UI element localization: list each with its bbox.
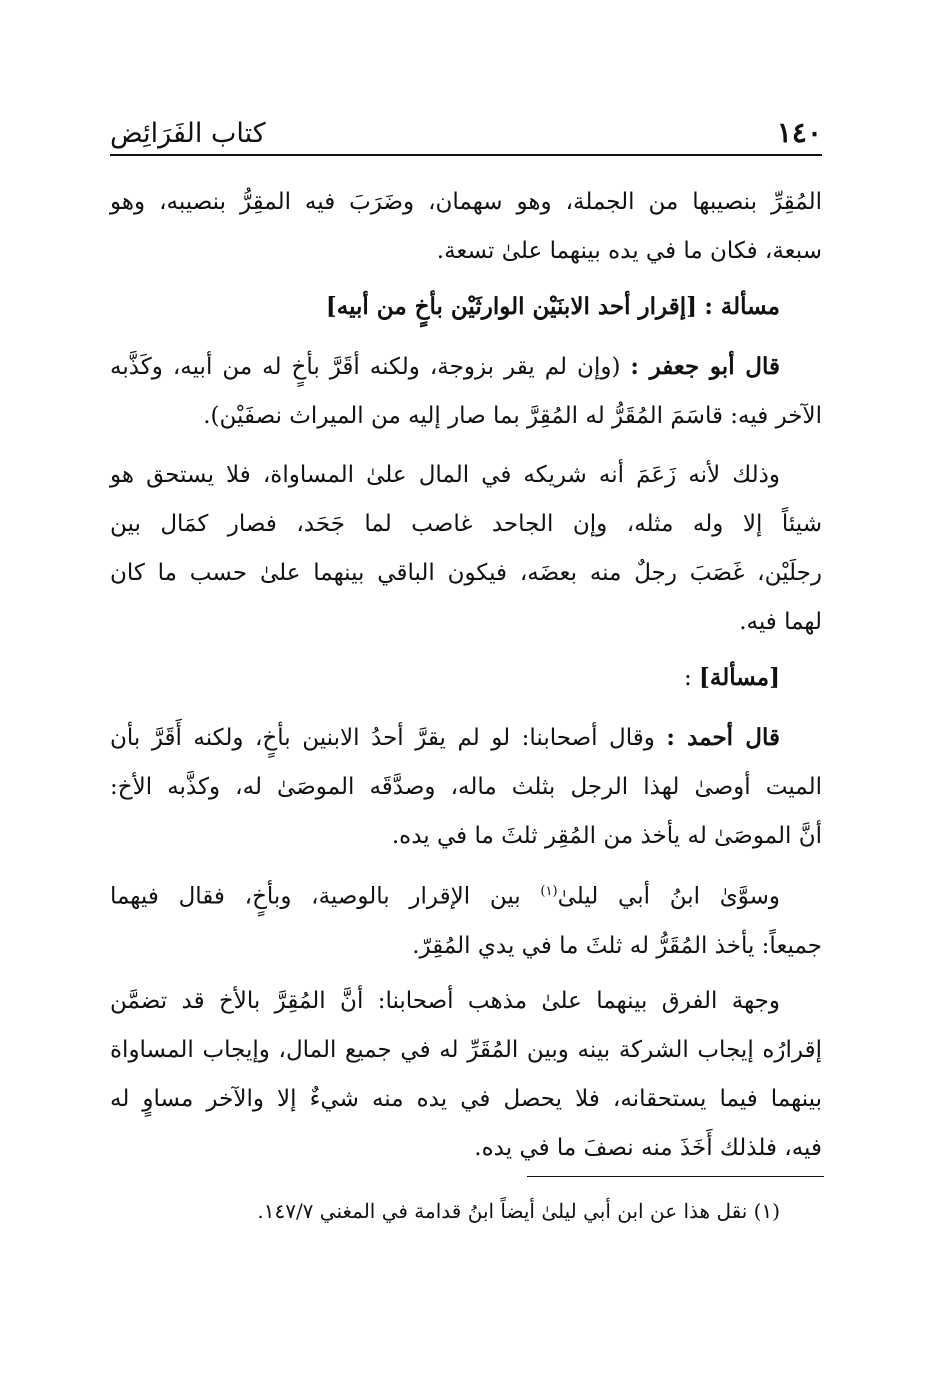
paragraph-2-line-2: الآخر فيه: قاسَمَ المُقَرُّ له المُقِرَّ بما صار إليه من الميراث نصفَيْن). bbox=[203, 403, 822, 429]
paragraph-6-line-4: فيه، فلذلك أَخَذَ منه نصفَ ما في يده. bbox=[474, 1134, 822, 1161]
speaker-ahmad: قال أحمد : bbox=[666, 724, 780, 751]
paragraph-2-line-1: قال أبو جعفر : (وإن لم يقر بزوجة، ولكنه أقَرَّ بأخٍ له من أبيه، وكَذَّبه bbox=[110, 353, 780, 380]
heading-title: [إقرار أحد الابنَيْن الوارثَيْن بأخٍ من أبيه] bbox=[325, 293, 697, 320]
paragraph-4-line-1: قال أحمد : وقال أصحابنا: لو لم يقرَّ أحدُ الابنين بأخٍ، ولكنه أَقَرَّ بأن bbox=[110, 724, 780, 751]
paragraph-5-line-2: جميعاً: يأخذ المُقَرُّ له ثلثَ ما في يدي المُقِرّ. bbox=[412, 932, 822, 959]
paragraph-3-line-2: شيئاً إلا وله مثله، وإن الجاحد غاصب لما جَحَد، فصار كمَال بين bbox=[110, 511, 822, 537]
section-heading-1 bbox=[110, 282, 822, 332]
footnote-separator bbox=[527, 1176, 824, 1177]
main-text bbox=[110, 178, 822, 1173]
paragraph-6-line-1: وجهة الفرق بينهما علىٰ مذهب أصحابنا: أنَّ المُقِرَّ بالأخ قد تضمَّن bbox=[110, 987, 780, 1014]
speaker-abu-jafar: قال أبو جعفر : bbox=[630, 353, 780, 380]
footnote-1: (١) نقل هذا عن ابن أبي ليلىٰ أيضاً ابنُ قدامة في المغني ١٤٧/٧. bbox=[257, 1199, 780, 1223]
paragraph-4-line-2: الميت أوصىٰ لهذا الرجل بثلث ماله، وصدَّقَه الموصَىٰ له، وكذَّبه الأخ: bbox=[110, 774, 822, 800]
paragraph-6-line-3: بينهما فيما يستحقانه، فلا يحصل في يده منه شيءٌ إلا والآخر مساوٍ له bbox=[110, 1085, 822, 1112]
heading-label: مسألة : bbox=[704, 293, 780, 320]
paragraph-3-line-3: رجلَيْن، غَصَبَ رجلٌ منه بعضَه، فيكون الباقي بينهما علىٰ حسب ما كان bbox=[110, 560, 822, 586]
paragraph-6-line-2: إقرارُه إيجاب الشركة بينه وبين المُقَرِّ له في جميع المال، وإيجاب المساواة bbox=[110, 1036, 822, 1063]
book-title: كتاب الفَرَائِض bbox=[110, 117, 266, 149]
paragraph-4-line-3: أنَّ الموصَىٰ له يأخذ من المُقِر ثلثَ ما في يده. bbox=[391, 823, 822, 849]
paragraph-3-line-1: وذلك لأنه زَعَمَ أنه شريكه في المال علىٰ المساواة، فلا يستحق هو bbox=[110, 462, 780, 488]
paragraph-1-line-2: سبعة، فكان ما في يده بينهما علىٰ تسعة. bbox=[436, 238, 822, 264]
paragraph-5-line-1: وسوَّىٰ ابنُ أبي ليلىٰ$^{(١)}$ بين الإقرار بالوصية، وبأخٍ، فقال فيهما bbox=[110, 883, 781, 910]
section-heading-2: [مسألة] : bbox=[683, 664, 780, 691]
paragraph-3-line-4: لهما فيه. bbox=[739, 609, 822, 635]
page-number: ١٤٠ bbox=[776, 116, 822, 150]
running-header bbox=[110, 112, 822, 156]
paragraph-1-line-1: المُقِرِّ بنصيبها من الجملة، وهو سهمان، وضَرَبَ فيه المقِرُّ بنصيبه، وهو bbox=[110, 189, 822, 215]
footnote-ref: (١) bbox=[540, 884, 558, 899]
heading-title-2: [مسألة] bbox=[699, 664, 780, 691]
